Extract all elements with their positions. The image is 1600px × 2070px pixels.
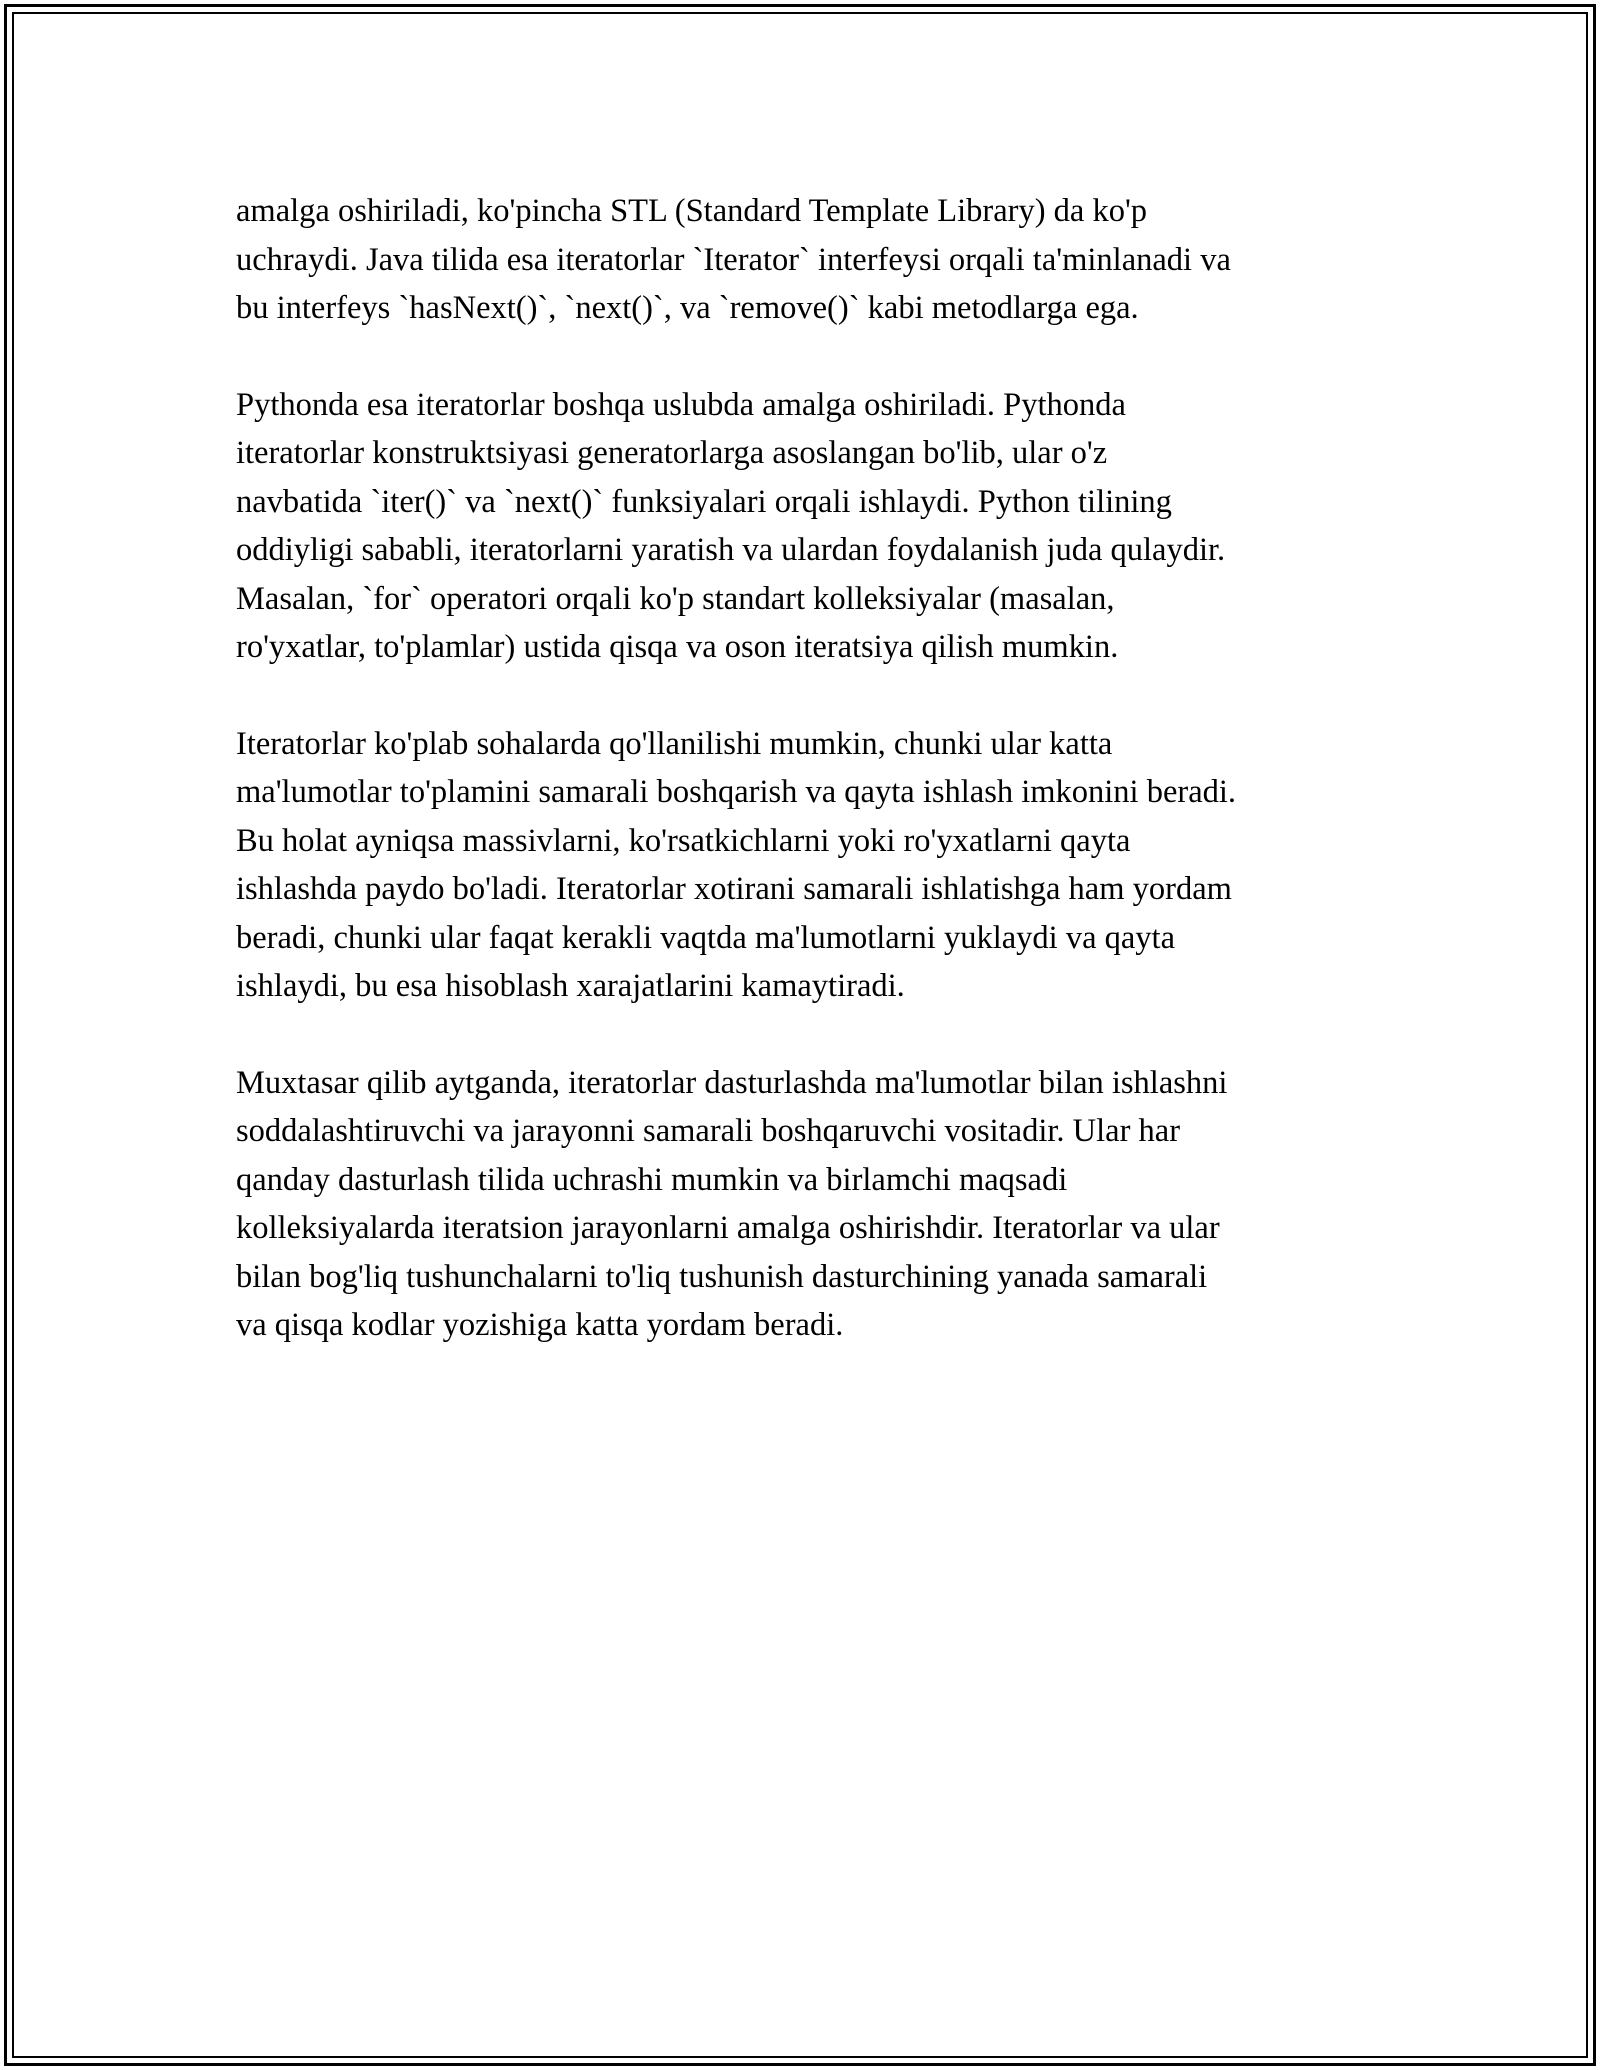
paragraph-iterators-summary: Muxtasar qilib aytganda, iteratorlar dasturlashda ma'lumotlar bilan ishlashni soddalashtiruvchi va jarayonni samarali boshqaruvchi vositadir. Ular har qanday dasturlash tilida uchrashi mumkin va birlamchi maqsadi kolleksiyalarda iteratsion jarayonlarni amalga oshirishdir. Iteratorlar va ular bilan bog'liq tushunchalarni to'liq tushunish dasturchining yanada samarali va qisqa kodlar yozishiga katta yordam beradi. (236, 1064, 1228, 1343)
paragraph-iterators-python: Pythonda esa iteratorlar boshqa uslubda amalga oshiriladi. Pythonda iteratorlar konstruktsiyasi generatorlarga asoslangan bo'lib, ular o'z navbatida `iter()` va `next()` funksiyalari orqali ishlaydi. Python tilining oddiyligi sababli, iteratorlarni yaratish va ulardan foydalanish juda qulaydir. Masalan, `for` operatori orqali ko'p standart kolleksiyalar (masalan, ro'yxatlar, to'plamlar) ustida qisqa va oson iteratsiya qilish mumkin. (236, 386, 1226, 665)
document-body (236, 187, 1376, 1398)
paragraph-iterators-cpp-java: amalga oshiriladi, ko'pincha STL (Standard Template Library) da ko'p uchraydi. Java tilida esa iteratorlar `Iterator` interfeysi orqali ta'minlanadi va bu interfeys `hasNext()`, `next()`, va `remove()` kabi metodlarga ega. (236, 193, 1231, 326)
paragraph-iterators-uses: Iteratorlar ko'plab sohalarda qo'llanilishi mumkin, chunki ular katta ma'lumotlar to'plamini samarali boshqarish va qayta ishlash imkonini beradi. Bu holat ayniqsa massivlarni, ko'rsatkichlarni yoki ro'yxatlarni qayta ishlashda paydo bo'ladi. Iteratorlar xotirani samarali ishlatishga ham yordam beradi, chunki ular faqat kerakli vaqtda ma'lumotlarni yuklaydi va qayta ishlaydi, bu esa hisoblash xarajatlarini kamaytiradi. (236, 725, 1237, 1004)
